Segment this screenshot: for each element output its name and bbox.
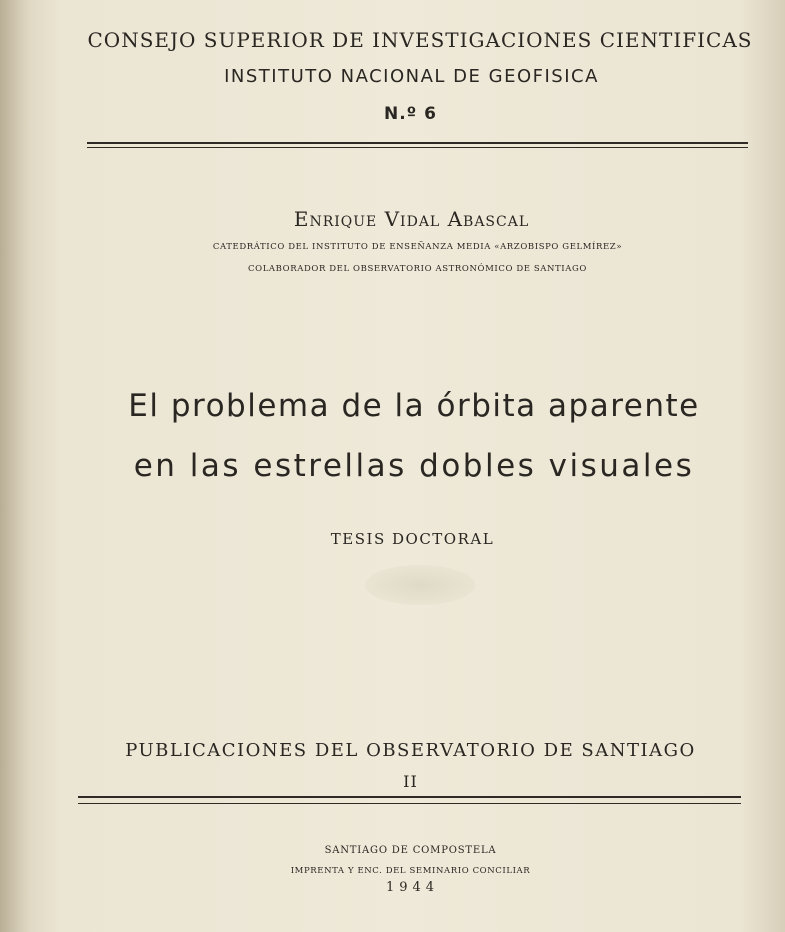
series-name: PUBLICACIONES DEL OBSERVATORIO DE SANTIAGO xyxy=(125,740,696,761)
author-affiliation-2: COLABORADOR DEL OBSERVATORIO ASTRONÓMICO DE SANTIAGO xyxy=(248,264,587,274)
imprint-printer: IMPRENTA Y ENC. DEL SEMINARIO CONCILIAR xyxy=(290,866,531,876)
publication-number: N.º 6 xyxy=(383,104,438,124)
institute-name: INSTITUTO NACIONAL DE GEOFISICA xyxy=(224,66,599,87)
author-affiliation-1: CATEDRÁTICO DEL INSTITUTO DE ENSEÑANZA MEDIA «ARZOBISPO GELMÍREZ» xyxy=(212,242,623,252)
book-title-line-1: El problema de la órbita aparente xyxy=(128,388,700,424)
header-rule-top xyxy=(87,142,748,144)
council-name: CONSEJO SUPERIOR DE INVESTIGACIONES CIENTIFICAS xyxy=(87,28,753,52)
footer-rule-bottom xyxy=(78,803,741,804)
imprint-year: 1944 xyxy=(385,880,440,895)
paper-stain xyxy=(365,565,475,605)
imprint-city: SANTIAGO DE COMPOSTELA xyxy=(324,845,497,856)
author-name: Enrique Vidal Abascal xyxy=(293,207,530,231)
book-subtitle: TESIS DOCTORAL xyxy=(330,530,495,548)
series-volume: II xyxy=(403,772,418,791)
header-rule-bottom xyxy=(87,147,748,148)
footer-rule-top xyxy=(78,796,741,798)
book-title-line-2: en las estrellas dobles visuales xyxy=(133,448,695,484)
